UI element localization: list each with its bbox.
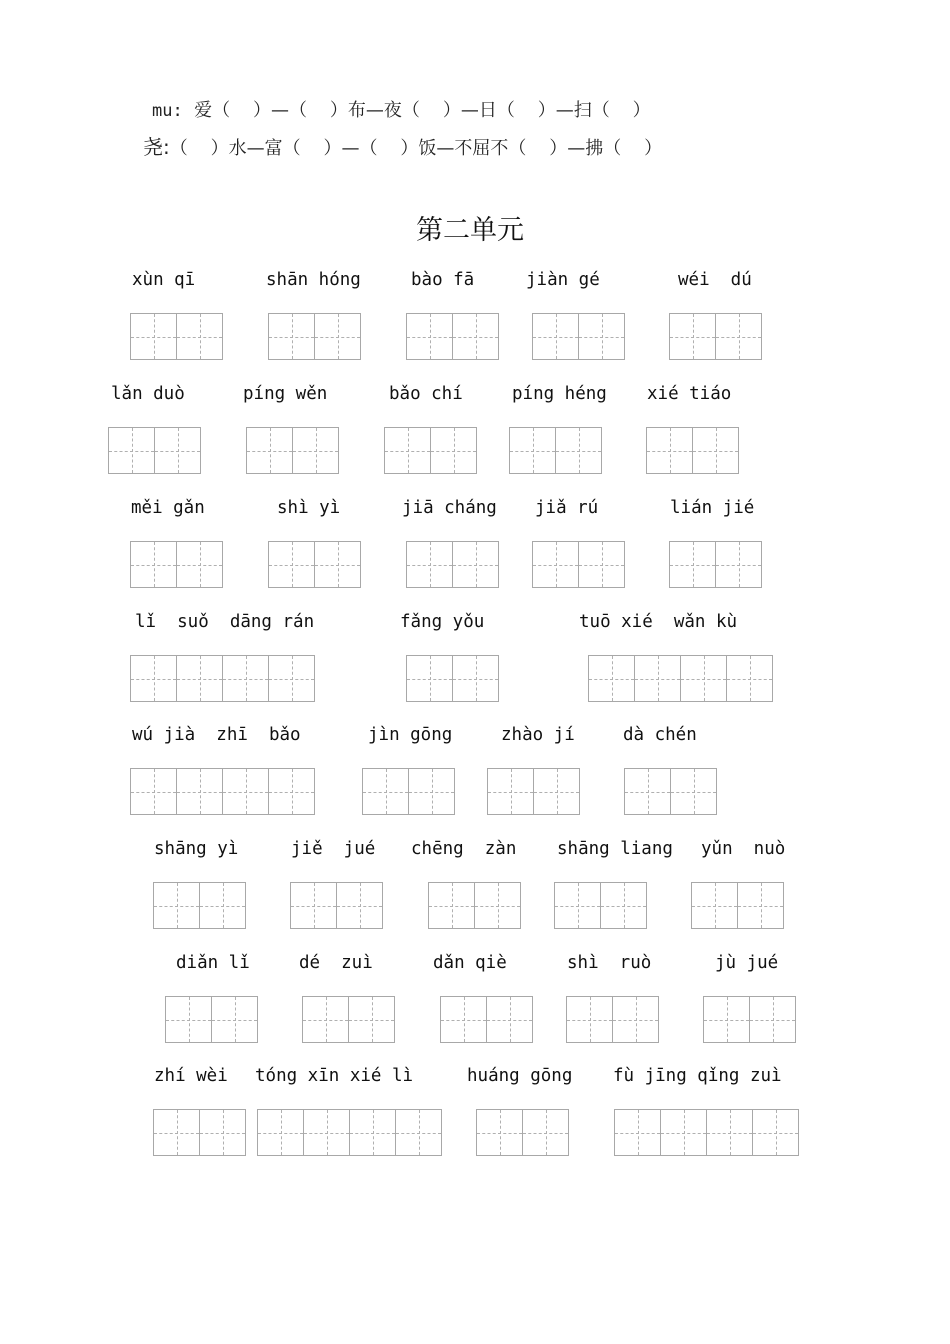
writing-cell[interactable] <box>429 883 475 929</box>
writing-cell[interactable] <box>223 656 269 702</box>
writing-cell[interactable] <box>681 656 727 702</box>
writing-cell[interactable] <box>315 314 361 360</box>
pinyin-prompt: lián jié <box>670 498 755 518</box>
writing-cell[interactable] <box>625 769 671 815</box>
character-writing-grid <box>406 655 499 702</box>
yao-exercise-line <box>143 131 662 160</box>
writing-cell[interactable] <box>407 542 453 588</box>
writing-cell[interactable] <box>303 997 349 1043</box>
character-writing-grid <box>440 996 533 1043</box>
pinyin-prompt: dà chén <box>623 725 697 745</box>
mu-blanks: 爱（ ）—（ ）布—夜（ ）—日（ ）—扫（ ） <box>182 100 651 121</box>
writing-cell[interactable] <box>269 656 315 702</box>
pinyin-prompt: jù jué <box>715 953 779 973</box>
pinyin-prompt: tóng xīn xié lì <box>255 1066 414 1086</box>
character-writing-grid <box>384 427 477 474</box>
pinyin-prompt: shāng yì <box>154 839 239 859</box>
writing-cell[interactable] <box>753 1110 799 1156</box>
pinyin-prompt: fù jīng qǐng zuì <box>613 1066 782 1086</box>
writing-cell[interactable] <box>337 883 383 929</box>
writing-cell[interactable] <box>407 314 453 360</box>
pinyin-prompt: xié tiáo <box>647 384 732 404</box>
writing-cell[interactable] <box>750 997 796 1043</box>
writing-cell[interactable] <box>166 997 212 1043</box>
writing-cell[interactable] <box>534 769 580 815</box>
character-writing-grid <box>257 1109 442 1156</box>
character-writing-grid <box>406 313 499 360</box>
writing-cell[interactable] <box>488 769 534 815</box>
writing-cell[interactable] <box>258 1110 304 1156</box>
writing-cell[interactable] <box>475 883 521 929</box>
character-writing-grid <box>165 996 258 1043</box>
pinyin-prompt: fǎng yǒu <box>400 612 485 632</box>
writing-cell[interactable] <box>670 314 716 360</box>
pinyin-prompt: wéi dú <box>678 270 752 290</box>
writing-cell[interactable] <box>707 1110 753 1156</box>
character-writing-grid <box>669 541 762 588</box>
writing-cell[interactable] <box>155 428 201 474</box>
pinyin-prompt: píng wěn <box>243 384 328 404</box>
writing-cell[interactable] <box>510 428 556 474</box>
character-writing-grid <box>691 882 784 929</box>
pinyin-prompt: zhào jí <box>501 725 575 745</box>
character-writing-grid <box>130 541 223 588</box>
writing-cell[interactable] <box>613 997 659 1043</box>
writing-cell[interactable] <box>131 542 177 588</box>
writing-cell[interactable] <box>293 428 339 474</box>
pinyin-prompt: jiā cháng <box>402 498 497 518</box>
writing-cell[interactable] <box>556 428 602 474</box>
writing-cell[interactable] <box>738 883 784 929</box>
writing-cell[interactable] <box>589 656 635 702</box>
writing-cell[interactable] <box>453 656 499 702</box>
writing-cell[interactable] <box>131 769 177 815</box>
pinyin-prompt: shān hóng <box>266 270 361 290</box>
character-writing-grid <box>108 427 201 474</box>
writing-cell[interactable] <box>533 314 579 360</box>
character-writing-grid <box>153 1109 246 1156</box>
writing-cell[interactable] <box>200 1110 246 1156</box>
yao-blanks: （ ）水—富（ ）—（ ）饭—不屈不（ ）—拂（ ） <box>169 138 663 159</box>
pinyin-prompt: lǎn duò <box>111 384 185 404</box>
pinyin-prompt: shāng liang <box>557 839 673 859</box>
pinyin-prompt: jìn gōng <box>368 725 453 745</box>
character-writing-grid <box>532 313 625 360</box>
writing-cell[interactable] <box>131 656 177 702</box>
pinyin-prompt: diǎn lǐ <box>176 953 250 973</box>
character-writing-grid <box>406 541 499 588</box>
writing-cell[interactable] <box>177 656 223 702</box>
writing-cell[interactable] <box>716 542 762 588</box>
mu-exercise-line <box>152 96 651 122</box>
writing-cell[interactable] <box>269 314 315 360</box>
writing-cell[interactable] <box>601 883 647 929</box>
character-writing-grid <box>669 313 762 360</box>
character-writing-grid <box>554 882 647 929</box>
writing-cell[interactable] <box>154 883 200 929</box>
writing-cell[interactable] <box>363 769 409 815</box>
pinyin-prompt: shì ruò <box>567 953 652 973</box>
writing-cell[interactable] <box>304 1110 350 1156</box>
character-writing-grid <box>703 996 796 1043</box>
writing-cell[interactable] <box>109 428 155 474</box>
writing-cell[interactable] <box>200 883 246 929</box>
writing-cell[interactable] <box>177 769 223 815</box>
pinyin-prompt: bǎo chí <box>389 384 463 404</box>
pinyin-prompt: wú jià zhī bǎo <box>132 725 301 745</box>
pinyin-prompt: jiǎ rú <box>535 498 599 518</box>
character-writing-grid <box>476 1109 569 1156</box>
character-writing-grid <box>487 768 580 815</box>
section-title: 第二单元 <box>416 215 524 246</box>
writing-cell[interactable] <box>349 997 395 1043</box>
pinyin-prompt: měi gǎn <box>131 498 205 518</box>
writing-cell[interactable] <box>441 997 487 1043</box>
pinyin-prompt: xùn qī <box>132 270 196 290</box>
writing-cell[interactable] <box>533 542 579 588</box>
writing-cell[interactable] <box>670 542 716 588</box>
writing-cell[interactable] <box>396 1110 442 1156</box>
pinyin-prompt: lǐ suǒ dāng rán <box>135 612 315 632</box>
writing-cell[interactable] <box>487 997 533 1043</box>
writing-cell[interactable] <box>385 428 431 474</box>
writing-cell[interactable] <box>692 883 738 929</box>
character-writing-grid <box>566 996 659 1043</box>
writing-cell[interactable] <box>647 428 693 474</box>
writing-cell[interactable] <box>177 314 223 360</box>
writing-cell[interactable] <box>409 769 455 815</box>
pinyin-prompt: huáng gōng <box>467 1066 573 1086</box>
writing-cell[interactable] <box>269 769 315 815</box>
pinyin-prompt: dǎn qiè <box>433 953 507 973</box>
writing-cell[interactable] <box>407 656 453 702</box>
writing-cell[interactable] <box>661 1110 707 1156</box>
character-writing-grid <box>362 768 455 815</box>
character-writing-grid <box>246 427 339 474</box>
character-writing-grid <box>130 768 315 815</box>
character-writing-grid <box>130 655 315 702</box>
character-writing-grid <box>130 313 223 360</box>
character-writing-grid <box>532 541 625 588</box>
writing-cell[interactable] <box>671 769 717 815</box>
writing-cell[interactable] <box>212 997 258 1043</box>
character-writing-grid <box>624 768 717 815</box>
character-writing-grid <box>268 313 361 360</box>
writing-cell[interactable] <box>431 428 477 474</box>
writing-cell[interactable] <box>523 1110 569 1156</box>
writing-cell[interactable] <box>615 1110 661 1156</box>
writing-cell[interactable] <box>477 1110 523 1156</box>
character-writing-grid <box>290 882 383 929</box>
character-writing-grid <box>509 427 602 474</box>
writing-cell[interactable] <box>716 314 762 360</box>
pinyin-prompt: píng héng <box>512 384 607 404</box>
pinyin-prompt: tuō xié wǎn kù <box>579 612 738 632</box>
yao-label: 尧: <box>143 135 170 159</box>
character-writing-grid <box>614 1109 799 1156</box>
character-writing-grid <box>428 882 521 929</box>
character-writing-grid <box>646 427 739 474</box>
pinyin-prompt: chēng zàn <box>411 839 517 859</box>
writing-cell[interactable] <box>223 769 269 815</box>
writing-cell[interactable] <box>247 428 293 474</box>
pinyin-prompt: yǔn nuò <box>701 839 786 859</box>
character-writing-grid <box>588 655 773 702</box>
writing-cell[interactable] <box>315 542 361 588</box>
writing-cell[interactable] <box>131 314 177 360</box>
writing-cell[interactable] <box>693 428 739 474</box>
writing-cell[interactable] <box>704 997 750 1043</box>
character-writing-grid <box>153 882 246 929</box>
writing-cell[interactable] <box>453 542 499 588</box>
writing-cell[interactable] <box>453 314 499 360</box>
writing-cell[interactable] <box>579 542 625 588</box>
pinyin-prompt: jiě jué <box>291 839 376 859</box>
character-writing-grid <box>302 996 395 1043</box>
writing-cell[interactable] <box>177 542 223 588</box>
pinyin-prompt: dé zuì <box>299 953 373 973</box>
writing-cell[interactable] <box>727 656 773 702</box>
writing-cell[interactable] <box>555 883 601 929</box>
writing-cell[interactable] <box>635 656 681 702</box>
writing-cell[interactable] <box>579 314 625 360</box>
mu-label: mu: <box>152 101 183 121</box>
pinyin-prompt: shì yì <box>277 498 341 518</box>
writing-cell[interactable] <box>350 1110 396 1156</box>
writing-cell[interactable] <box>567 997 613 1043</box>
writing-cell[interactable] <box>154 1110 200 1156</box>
writing-cell[interactable] <box>291 883 337 929</box>
pinyin-prompt: bào fā <box>411 270 475 290</box>
pinyin-prompt: jiàn gé <box>526 270 600 290</box>
writing-cell[interactable] <box>269 542 315 588</box>
pinyin-prompt: zhí wèi <box>154 1066 228 1086</box>
character-writing-grid <box>268 541 361 588</box>
